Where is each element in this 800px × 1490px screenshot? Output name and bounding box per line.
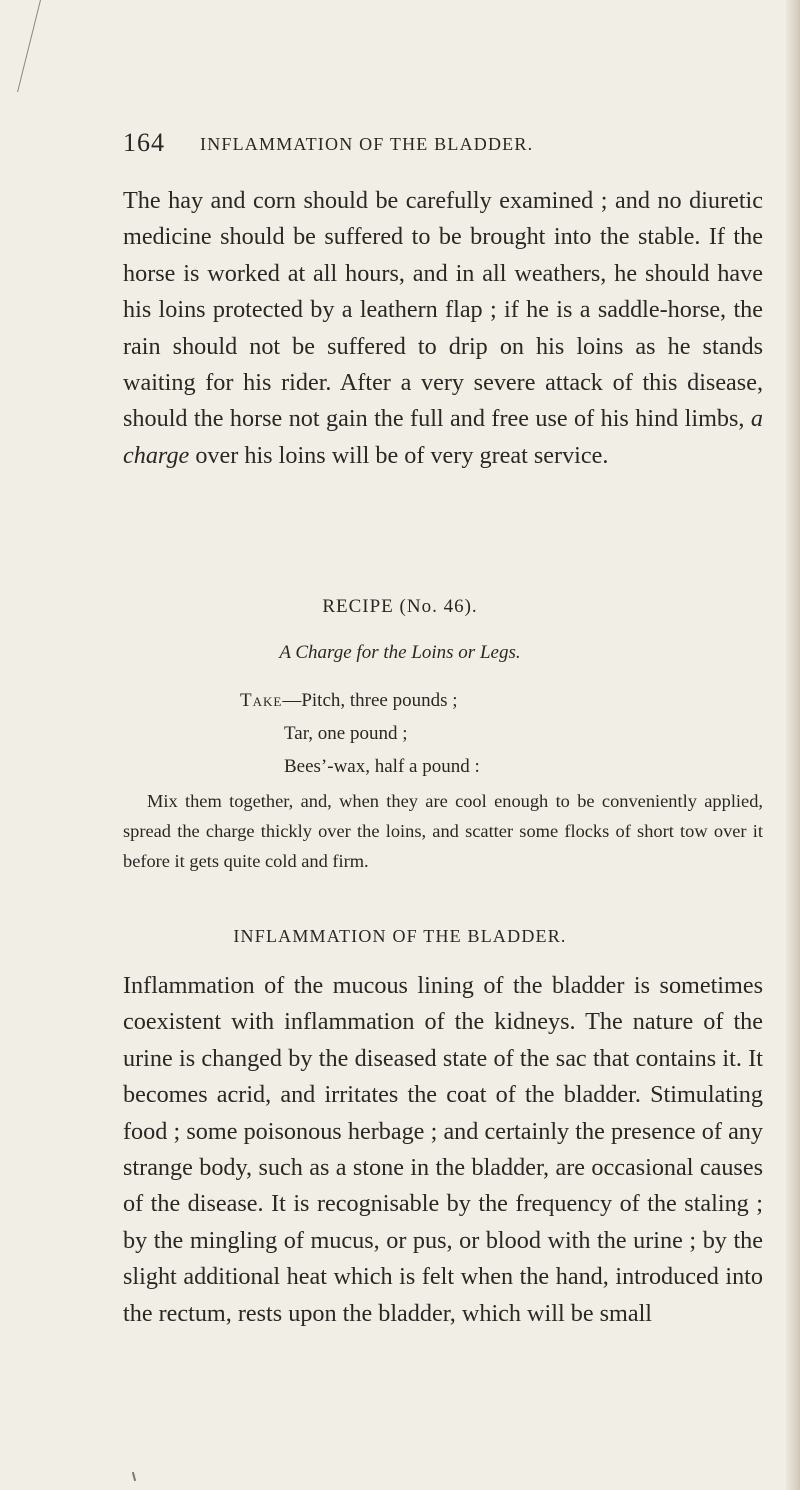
page-corner-mark (0, 0, 41, 92)
ingredient-item: Bees’-wax, half a pound : (284, 756, 480, 777)
ingredient-item: Tar, one pound ; (284, 723, 408, 744)
ingredient-line (240, 684, 480, 717)
section-body-block (123, 968, 763, 1332)
running-title: INFLAMMATION OF THE BLADDER. (200, 134, 534, 154)
recipe-subtitle: A Charge for the Loins or Legs. (279, 642, 521, 663)
ingredient-item: —Pitch, three pounds ; (282, 690, 458, 711)
section-heading: INFLAMMATION OF THE BLADDER. (233, 926, 567, 946)
recipe-title: RECIPE (No. 46). (322, 596, 478, 617)
intro-paragraph-block (123, 183, 763, 474)
recipe-directions: Mix them together, and, when they are cool enough to be conveniently applied, spread the charge thickly over the loins, and scatter some flocks of short tow over it before it gets quite cold and firm. (123, 791, 763, 871)
page-header (0, 128, 800, 168)
section-body: Inflammation of the mucous lining of the bladder is sometimes coexistent with inflammation of the kidneys. The nature of the urine is changed by the diseased state of the sac that contains it. It becomes acrid, and irritates the coat of the bladder. Stimulating food ; some poisonous herbage ; and certainly the presence of any strange body, such as a stone in the bladder, are occasional causes of the disease. It is recognisable by the frequency of the staling ; by the mingling of mucus, or pus, or blood with the urine ; by the slight additional heat which is felt when the hand, introduced into the rectum, rests upon the bladder, which will be small (123, 972, 763, 1327)
intro-text-before: The hay and corn should be carefully examined ; and no diuretic medicine should be suffered to be brought into the stable. If the horse is worked at all hours, and in all weathers, he should have his loins protected by a leathern flap ; if he is a saddle-horse, the rain should not be suffered to drip on his loins as he stands waiting for his rider. After a very severe attack of this disease, should the horse not gain the full and free use of his hind limbs, (123, 187, 763, 433)
recipe-ingredients (240, 684, 480, 783)
intro-paragraph (123, 183, 763, 474)
page-number: 164 (123, 128, 165, 157)
page-edge-shadow (786, 0, 800, 1490)
ingredient-line (240, 750, 480, 783)
ingredient-line (240, 717, 480, 750)
intro-italic-charge: a charge (123, 405, 763, 469)
intro-text-after: over his loins will be of very great service. (189, 441, 609, 469)
page-speck (132, 1472, 136, 1481)
take-label: Take (240, 690, 283, 711)
